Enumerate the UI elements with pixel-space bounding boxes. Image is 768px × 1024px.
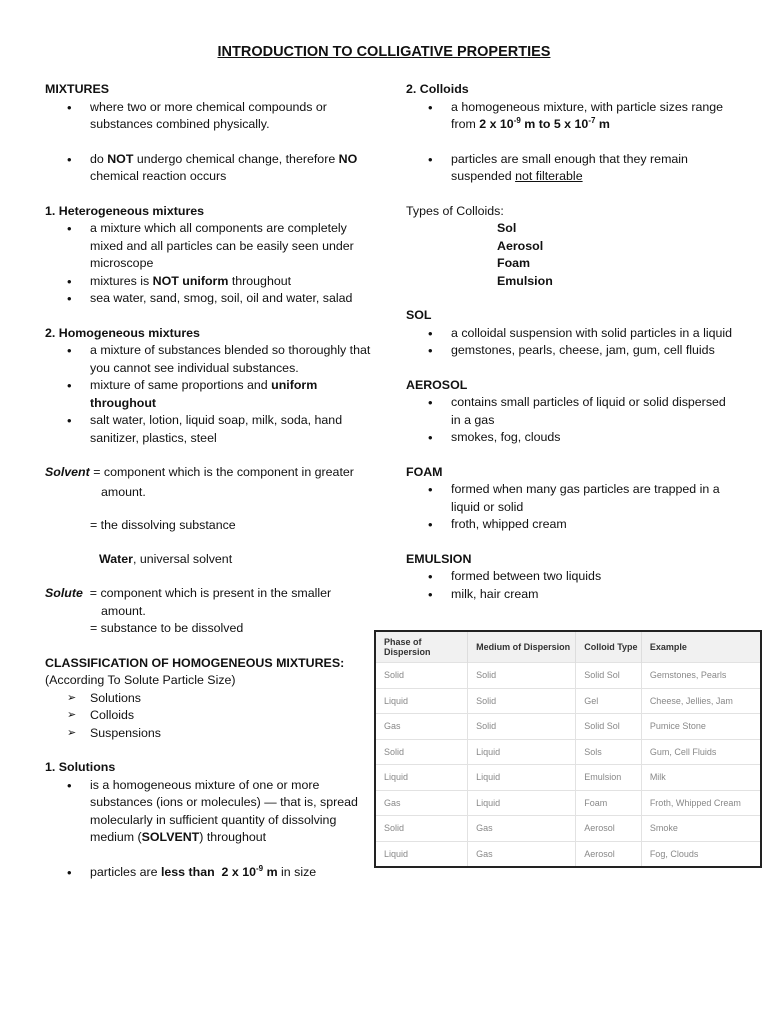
list-item: • a colloidal suspension with solid particles in a liquid xyxy=(406,325,736,343)
list-item: • contains small particles of liquid or solid dispersed in a gas xyxy=(406,394,736,429)
page-title: INTRODUCTION TO COLLIGATIVE PROPERTIES xyxy=(217,44,551,60)
heterogeneous-heading: 1. Heterogeneous mixtures xyxy=(45,203,205,218)
colloid-table xyxy=(374,630,762,868)
table-row: Liquid Solid Gel Cheese, Jellies, Jam xyxy=(375,688,761,714)
list-item: • a mixture of substances blended so thoroughly that you cannot see individual substances. xyxy=(45,342,375,377)
table-row: Solid Liquid Sols Gum, Cell Fluids xyxy=(375,739,761,765)
list-item: • particles are less than 2 x $10^{-9}$ m in size xyxy=(45,864,375,882)
colloid-type: Sol xyxy=(497,221,517,235)
table-row: Gas Liquid Foam Froth, Whipped Cream xyxy=(375,790,761,816)
list-item: • froth, whipped cream xyxy=(406,516,736,534)
colloids-heading: 2. Colloids xyxy=(406,82,469,96)
list-item: • a homogeneous mixture, with particle sizes range from 2 x $10^{-9}$ m to 5 x $10^{-7}$ m xyxy=(406,99,736,134)
emulsion-heading: EMULSION xyxy=(406,551,472,566)
classification-subtitle: (According To Solute Particle Size) xyxy=(45,673,236,687)
sol-heading: SOL xyxy=(406,308,432,322)
list-item: ➢ Solutions xyxy=(45,690,375,708)
mixtures-list xyxy=(45,99,375,134)
solvent-definition-2: = the dissolving substance xyxy=(90,518,236,532)
list-item: • formed between two liquids xyxy=(406,568,736,586)
aerosol-heading: AEROSOL xyxy=(406,377,468,392)
column-header: Colloid Type xyxy=(576,631,642,663)
classification-heading: CLASSIFICATION OF HOMOGENEOUS MIXTURES: xyxy=(45,655,345,670)
table-header-row xyxy=(375,631,761,663)
list-item: • gemstones, pearls, cheese, jam, gum, cell fluids xyxy=(406,342,736,360)
list-item: • smokes, fog, clouds xyxy=(406,429,736,447)
right-column xyxy=(406,81,736,603)
list-item: • sea water, sand, smog, soil, oil and water, salad xyxy=(45,290,375,308)
homogeneous-heading: 2. Homogeneous mixtures xyxy=(45,325,200,340)
solvent-definition: Solvent = component which is the component in greater xyxy=(45,465,354,479)
table-row: Gas Solid Solid Sol Pumice Stone xyxy=(375,714,761,740)
colloid-type: Aerosol xyxy=(497,238,544,253)
solutions-heading: 1. Solutions xyxy=(45,760,116,774)
types-label: Types of Colloids: xyxy=(406,203,504,218)
column-header: Example xyxy=(641,631,761,663)
list-item: ➢ Suspensions xyxy=(45,725,375,743)
list-item: • is a homogeneous mixture of one or more substances (ions or molecules) — that is, spread molecularly in sufficient quantity of dissolving medium (SOLVENT) throughout xyxy=(45,777,375,847)
list-item: • salt water, lotion, liquid soap, milk, soda, hand sanitizer, plastics, steel xyxy=(45,412,375,447)
water-note: Water, universal solvent xyxy=(99,551,233,566)
list-item: • do NOT undergo chemical change, therefore NO chemical reaction occurs xyxy=(45,151,375,186)
table-row: Solid Solid Solid Sol Gemstones, Pearls xyxy=(375,663,761,689)
table-row: Liquid Liquid Emulsion Milk xyxy=(375,765,761,791)
list-item: • particles are small enough that they remain suspended not filterable xyxy=(406,151,736,186)
table-row: Liquid Gas Aerosol Fog, Clouds xyxy=(375,841,761,867)
list-item: • where two or more chemical compounds or substances combined physically. xyxy=(45,99,375,134)
table-row: Solid Gas Aerosol Smoke xyxy=(375,816,761,842)
column-header: Medium of Dispersion xyxy=(468,631,576,663)
mixtures-heading: MIXTURES xyxy=(45,82,110,96)
classification-list xyxy=(45,690,375,743)
list-item: • milk, hair cream xyxy=(406,586,736,604)
colloid-type: Emulsion xyxy=(497,273,553,288)
column-header: Phase of Dispersion xyxy=(375,631,468,663)
list-item: • mixture of same proportions and uniform throughout xyxy=(45,377,375,412)
colloid-type: Foam xyxy=(497,256,531,270)
solute-definition: Solute = component which is present in the smaller xyxy=(45,586,332,600)
list-item: • formed when many gas particles are trapped in a liquid or solid xyxy=(406,481,736,516)
list-item: • mixtures is NOT uniform throughout xyxy=(45,273,375,291)
list-item: • a mixture which all components are completely mixed and all particles can be easily seen under microscope xyxy=(45,220,375,273)
foam-heading: FOAM xyxy=(406,464,443,479)
left-column: MIXTURES • where two or more chemical compounds or substances combined physically. • do NOT undergo chemical change, therefore NO chemical reaction occurs 1. Heterogeneous mixtures • a mixture which all components are completely mixed and all particles can be easily seen under microscope • mixtures is NOT uniform throughout • sea water, sand, smog, soil, oil and water, salad 2. Homogeneous mixtures • a mixture of substances blended so thoroughly that you cannot see individual substances. • mixture of same proportions and uniform throughout • salt water, lotion, liquid soap, milk, soda, hand sanitizer, plastics, steel Solvent = component which is the component in greater amount. = the dissolving substance Water, universal solvent Solute = component which is present in the smaller amount. = substance to be dissolved CLASSIFICATION OF HOMOGENEOUS MIXTURES: (According To Solute Particle Size) ➢ Solutions ➢ Colloids ➢ Suspensions 1. Solutions • is a homogeneous mixture of one or more substances (ions or molecules) — that is, spread molecularly in sufficient quantity of dissolving medium (SOLVENT) throughout • particles are less than 2 x $10^{-9}$ m in size xyxy=(45,81,375,881)
list-item: ➢ Colloids xyxy=(45,707,375,725)
